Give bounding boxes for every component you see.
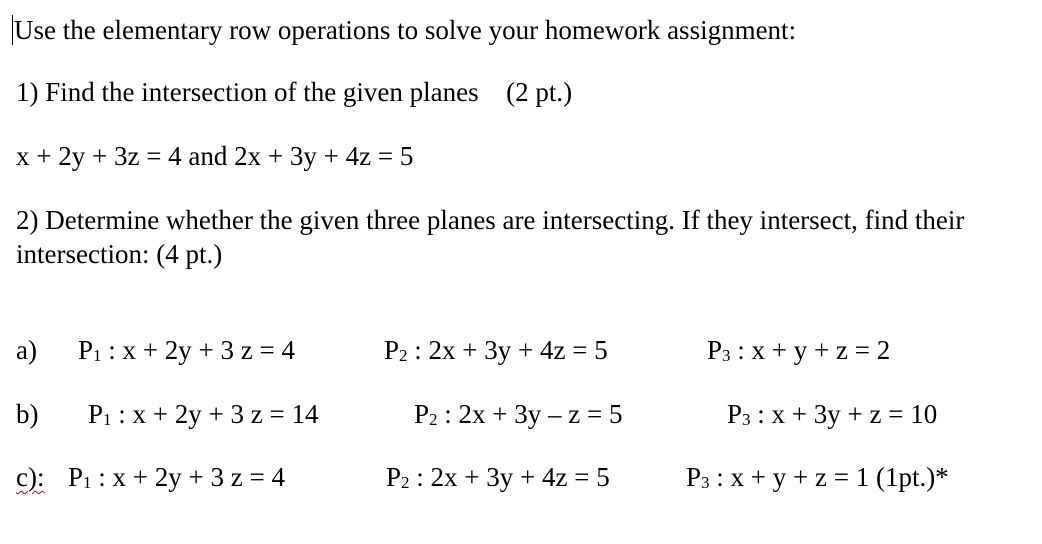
plane-equation: : x + 3y + z = 10	[750, 399, 938, 429]
plane-subscript: 3	[742, 410, 751, 429]
plane-prefix: P	[68, 462, 84, 492]
plane-subscript: 2	[399, 346, 408, 365]
row-b-plane-1	[88, 398, 318, 430]
plane-prefix: P	[686, 462, 702, 492]
row-c-plane-3	[686, 461, 949, 493]
q1-title-line	[16, 76, 572, 108]
plane-subscript: 3	[722, 346, 731, 365]
plane-equation: : x + y + z = 2	[730, 335, 891, 365]
row-b-plane-2	[414, 398, 622, 430]
plane-subscript: 2	[429, 410, 438, 429]
q2-title-line2: intersection: (4 pt.)	[16, 239, 223, 269]
intro-text: Use the elementary row operations to solve your homework assignment:	[14, 15, 797, 45]
plane-prefix: P	[384, 335, 400, 365]
intro-line	[12, 14, 796, 46]
plane-equation: : 2x + 3y – z = 5	[437, 399, 623, 429]
row-b-label: b)	[16, 399, 39, 429]
plane-prefix: P	[707, 335, 723, 365]
q2-title-line1: 2) Determine whether the given three planes are intersecting. If they intersect, find their	[16, 205, 965, 235]
plane-subscript: 2	[401, 473, 410, 492]
q1-points: (2 pt.)	[506, 77, 573, 107]
plane-subscript: 3	[701, 473, 710, 492]
row-a-plane-1	[78, 334, 295, 366]
plane-equation: : x + 2y + 3 z = 4	[101, 335, 295, 365]
row-c-plane-1	[68, 461, 285, 493]
plane-equation: : 2x + 3y + 4z = 5	[409, 462, 610, 492]
q1-equation: x + 2y + 3z = 4 and 2x + 3y + 4z = 5	[16, 141, 414, 171]
row-a-plane-3	[707, 334, 890, 366]
plane-subscript: 1	[83, 473, 92, 492]
plane-prefix: P	[78, 335, 94, 365]
plane-equation: : x + y + z = 1 (1pt.)*	[709, 462, 949, 492]
row-c-plane-2	[386, 461, 610, 493]
row-c-label-text: c):	[16, 462, 45, 492]
row-b-plane-3	[727, 398, 937, 430]
plane-subscript: 1	[103, 410, 112, 429]
row-a-label: a)	[16, 335, 37, 365]
row-a-plane-2	[384, 334, 608, 366]
plane-equation: : x + 2y + 3 z = 4	[91, 462, 285, 492]
row-c-label	[16, 461, 44, 493]
plane-subscript: 1	[93, 346, 102, 365]
plane-prefix: P	[727, 399, 743, 429]
plane-prefix: P	[414, 399, 430, 429]
plane-prefix: P	[386, 462, 402, 492]
plane-equation: : 2x + 3y + 4z = 5	[407, 335, 608, 365]
text-cursor	[12, 15, 13, 45]
plane-equation: : x + 2y + 3 z = 14	[111, 399, 319, 429]
plane-prefix: P	[88, 399, 104, 429]
q1-title: 1) Find the intersection of the given planes	[16, 77, 479, 107]
